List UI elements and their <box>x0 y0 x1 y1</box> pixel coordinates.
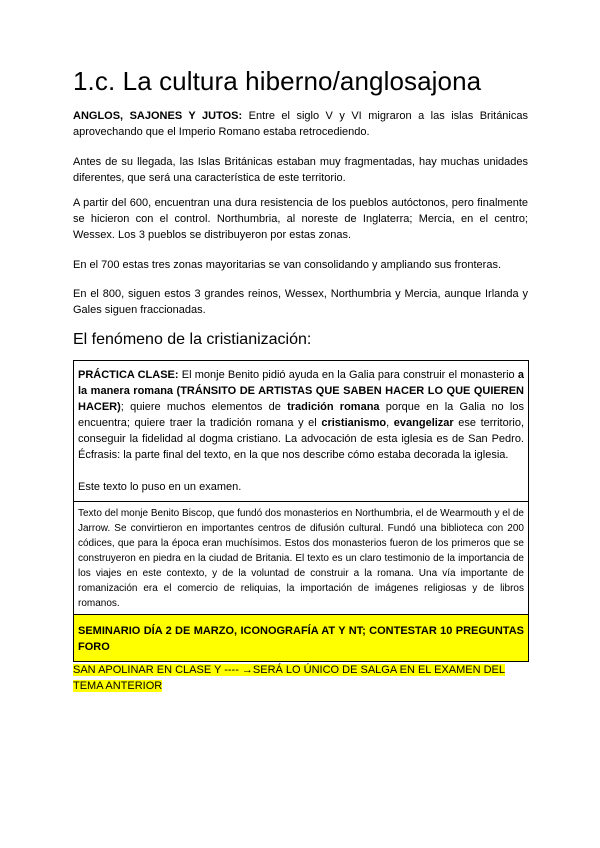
practice-text-5: ese territorio, conseguir la fidelidad al dogma cristiano. La advocación de esta iglesia es de San Pedro. Écfrasis: la parte final del texto, en la que nos describe cómo estaba decorada la iglesia. <box>78 417 524 461</box>
practice-text-2: ; quiere muchos elementos de <box>120 401 288 413</box>
practice-cell <box>74 361 529 502</box>
section-subtitle: El fenómeno de la cristianización: <box>73 331 312 348</box>
page-title: 1.c. La cultura hiberno/anglosajona <box>73 66 482 96</box>
notes-table <box>73 360 529 662</box>
practice-bold-3: cristianismo <box>321 417 387 429</box>
practice-text-4: , <box>386 417 394 429</box>
practice-text-1: El monje Benito pidió ayuda en la Galia para construir el monasterio <box>178 369 518 381</box>
paragraph-lead: ANGLOS, SAJONES Y JUTOS: <box>73 110 243 122</box>
practice-bold-1: a la manera romana (TRÁNSITO DE ARTISTAS QUE SABEN HACER LO QUE QUIEREN HACER) <box>78 369 524 413</box>
practice-text-3: porque en la Galia no los encuentra; quiere traer la tradición romana y el <box>78 401 524 429</box>
practice-bold-4: evangelizar <box>393 417 454 429</box>
exam-highlight-text: SAN APOLINAR EN CLASE Y ---- →SERÁ LO ÚNICO DE SALGA EN EL EXAMEN DEL TEMA ANTERIOR <box>73 664 505 692</box>
seminar-cell: SEMINARIO DÍA 2 DE MARZO, ICONOGRAFÍA AT Y NT; CONTESTAR 10 PREGUNTAS FORO <box>74 615 529 662</box>
paragraph-anglos <box>73 108 528 140</box>
practice-bold-2: tradición romana <box>287 401 380 413</box>
practice-lead: PRÁCTICA CLASE: <box>78 369 179 381</box>
paragraph-800: En el 800, siguen estos 3 grandes reinos, Wessex, Northumbria y Mercia, aunque Irlanda y Gales siguen fraccionadas. <box>73 288 528 316</box>
practice-note: Este texto lo puso en un examen. <box>78 481 242 493</box>
paragraph-fragmentation: Antes de su llegada, las Islas Británicas estaban muy fragmentadas, hay muchas unidades diferentes, que será una característica de este territorio. <box>73 156 528 184</box>
biscop-cell: Texto del monje Benito Biscop, que fundó dos monasterios en Northumbria, el de Wearmouth y el de Jarrow. Se convirtieron en importantes centros de difusión cultural. Fundó una biblioteca con 200 códices, que para la época eran muchísimos. Estos dos monasterios fueron de los primeros que se construyeron en piedra en la ciudad de Britania. El texto es un claro testimonio de la importancia de los viajes en este contexto, y de la voluntad de construir a la romana. Una vía importante de romanización era el comercio de reliquias, la importación de imágenes religiosas y de libros romanos. <box>74 502 529 615</box>
paragraph-700: En el 700 estas tres zonas mayoritarias se van consolidando y ampliando sus fronteras. <box>73 259 502 271</box>
exam-highlight <box>73 662 528 694</box>
paragraph-text: Entre el siglo V y VI migraron a las islas Británicas aprovechando que el Imperio Romano estaba retrocediendo. <box>73 110 528 138</box>
paragraph-resistance: A partir del 600, encuentran una dura resistencia de los pueblos autóctonos, pero finalmente se hicieron con el control. Northumbria, al noreste de Inglaterra; Mercia, en el centro; Wessex. Los 3 pueblos se distribuyeron por estas zonas. <box>73 197 528 241</box>
